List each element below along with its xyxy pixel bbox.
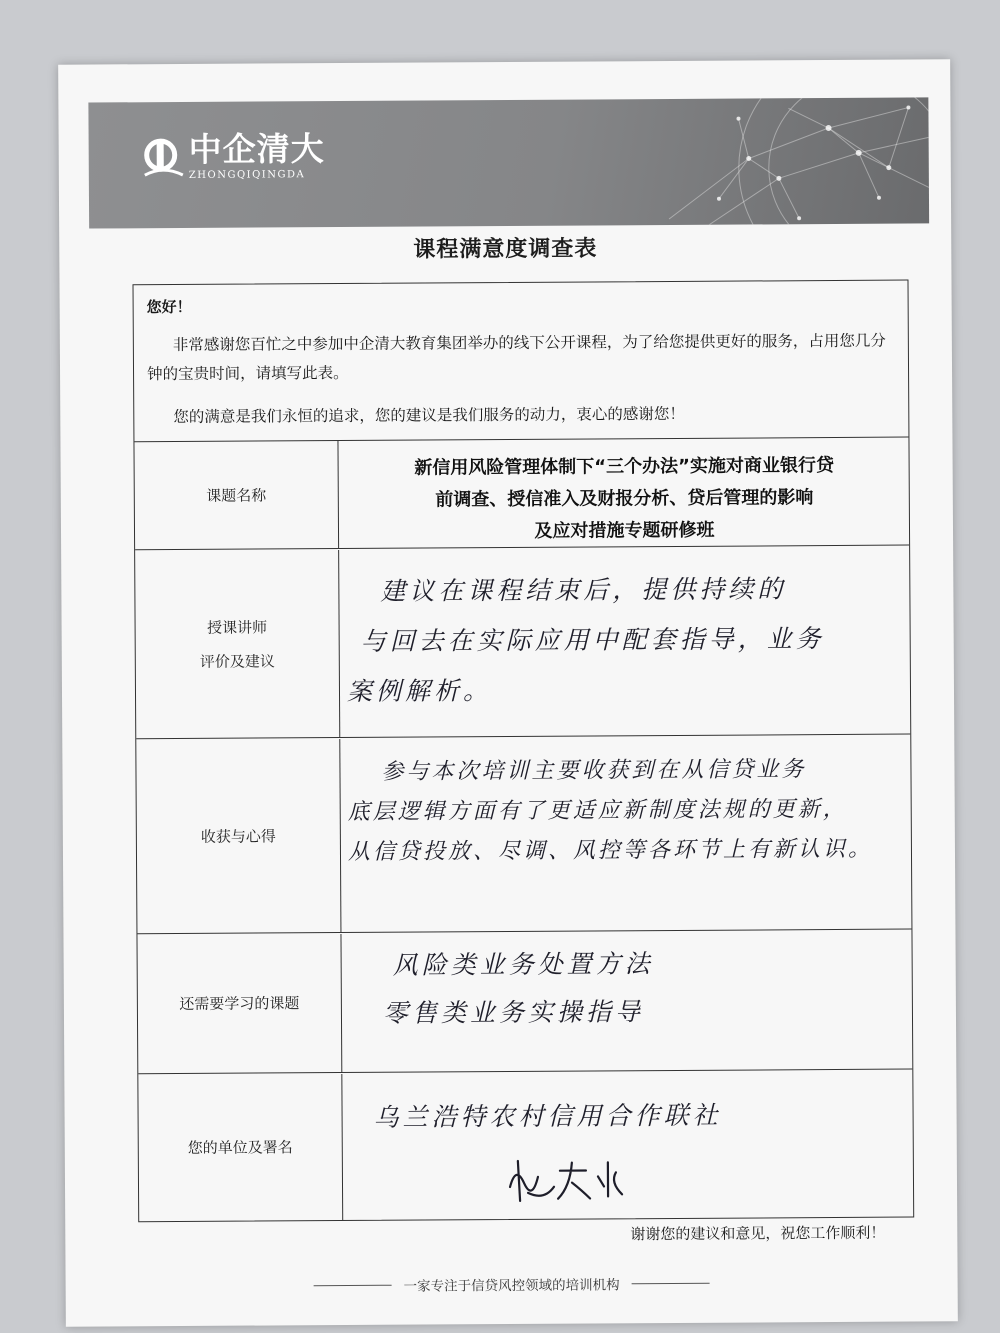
evaluation-handwriting-line-1: 建议在课程结束后，提供持续的: [380, 574, 787, 606]
footer-text: 一家专注于信贷风控领域的培训机构: [403, 1277, 620, 1295]
intro-paragraph-1: 非常感谢您百忙之中参加中企清大教育集团举办的线下公开课程，为了给您提供更好的服务，占用您几分钟的宝贵时间，请填写此表。: [146, 331, 886, 384]
survey-paper: [58, 59, 958, 1326]
row-instructor-evaluation: [135, 547, 910, 740]
evaluation-label-line-2: 评价及建议: [199, 651, 275, 671]
row-unit-signature: [138, 1071, 913, 1222]
course-name-label: 课题名称: [134, 441, 339, 549]
network-globe-graphic: [628, 97, 929, 225]
header-banner: [88, 97, 929, 228]
intro-section: [134, 281, 909, 443]
topics-handwriting-line-1: 风险类业务处置方法: [392, 949, 654, 980]
gains-handwriting-line-1: 参与本次培训主要收获到在从信贷业务: [381, 757, 807, 785]
instructor-evaluation-label: [135, 550, 340, 738]
instructor-evaluation-answer: [340, 547, 910, 737]
course-title-line-1: 新信用风险管理体制下“三个办法”实施对商业银行贷: [414, 455, 835, 479]
brand-name-cn: 中企清大: [188, 129, 325, 169]
further-topics-label: 还需要学习的课题: [137, 934, 342, 1073]
unit-signature-answer: [343, 1071, 913, 1220]
evaluation-handwriting-line-3: 案例解析。: [346, 676, 493, 706]
row-gains: [136, 736, 911, 935]
course-title-line-2: 前调查、授信准入及财报分析、贷后管理的影响: [435, 487, 814, 511]
unit-signature-label: 您的单位及署名: [138, 1074, 343, 1221]
further-topics-answer: [342, 931, 912, 1072]
row-course-name: [134, 438, 909, 551]
row-further-topics: [137, 931, 912, 1075]
thanks-note: 谢谢您的建议和意见，祝您工作顺利！: [630, 1223, 886, 1244]
handwritten-signature: [504, 1156, 644, 1207]
course-name-value: [339, 438, 909, 548]
evaluation-handwriting-line-2: 与回去在实际应用中配套指导，业务: [360, 624, 825, 656]
unit-handwriting: 乌兰浩特农村信用合作联社: [373, 1100, 722, 1132]
footer-divider-right: [632, 1282, 710, 1283]
evaluation-label-line-1: 授课讲师: [207, 617, 268, 637]
form-title: 课程满意度调查表: [413, 236, 598, 263]
gains-label: 收获与心得: [136, 739, 341, 933]
gains-handwriting-line-2: 底层逻辑方面有了更适应新制度法规的更新，: [347, 796, 848, 825]
brand-name-en: ZHONGQIQINGDA: [188, 169, 306, 181]
footer-tagline: [66, 1271, 958, 1296]
survey-form: [132, 280, 914, 1223]
course-title-line-3: 及应对措施专题研修班: [534, 519, 715, 542]
gains-handwriting-line-3: 从信贷投放、尽调、风控等各环节上有新认识。: [347, 836, 874, 865]
logo-mark-icon: [141, 134, 185, 178]
topics-handwriting-line-2: 零售类业务实操指导: [382, 997, 645, 1028]
footer-divider-left: [314, 1284, 392, 1285]
gains-answer: [341, 736, 911, 932]
greeting: 您好！: [146, 297, 192, 317]
brand-logo: [141, 131, 325, 181]
intro-paragraph-2: 您的满意是我们永恒的追求，您的建议是我们服务的动力，衷心的感谢您！: [173, 404, 685, 427]
